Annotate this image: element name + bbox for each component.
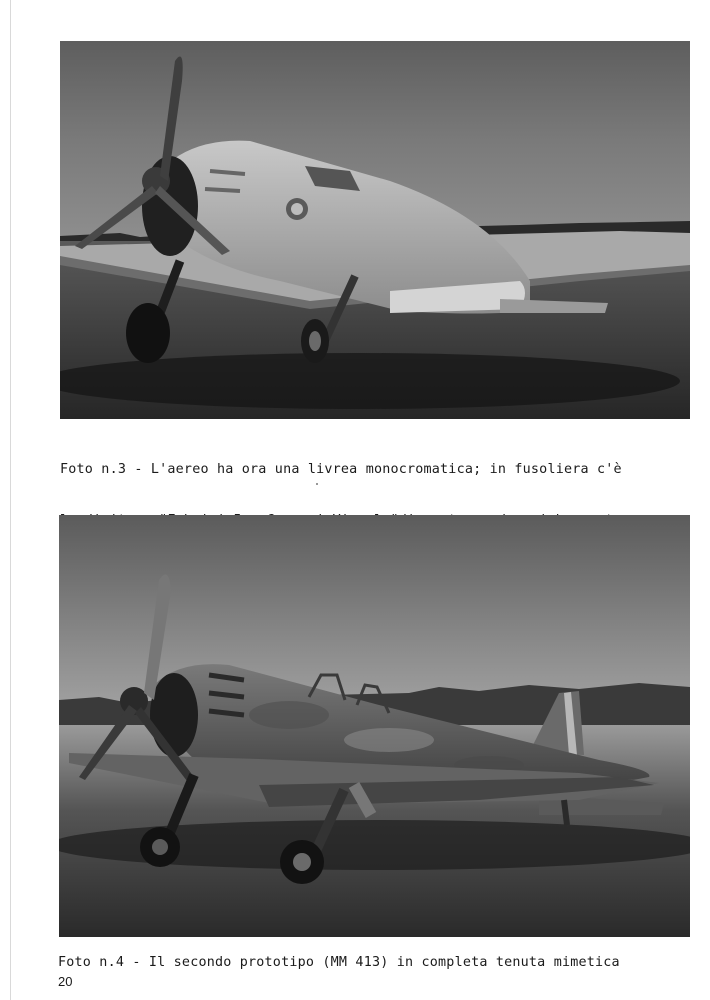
page-number: 20: [58, 974, 73, 989]
photo-3-image: [60, 41, 690, 419]
photo-3-caption-line-1: Foto n.3 - L'aereo ha ora una livrea monocromatica; in fusoliera c'è: [60, 462, 622, 477]
photo-4-caption: Foto n.4 - Il secondo prototipo (MM 413) in completa tenuta mimetica: [58, 955, 620, 970]
photo-4-aircraft-camouflage: [59, 515, 690, 937]
photo-3-aircraft-monochrome: [60, 41, 690, 419]
print-speck: [316, 483, 318, 485]
page-edge-rule: [10, 0, 11, 1000]
photo-4-image: [59, 515, 690, 937]
